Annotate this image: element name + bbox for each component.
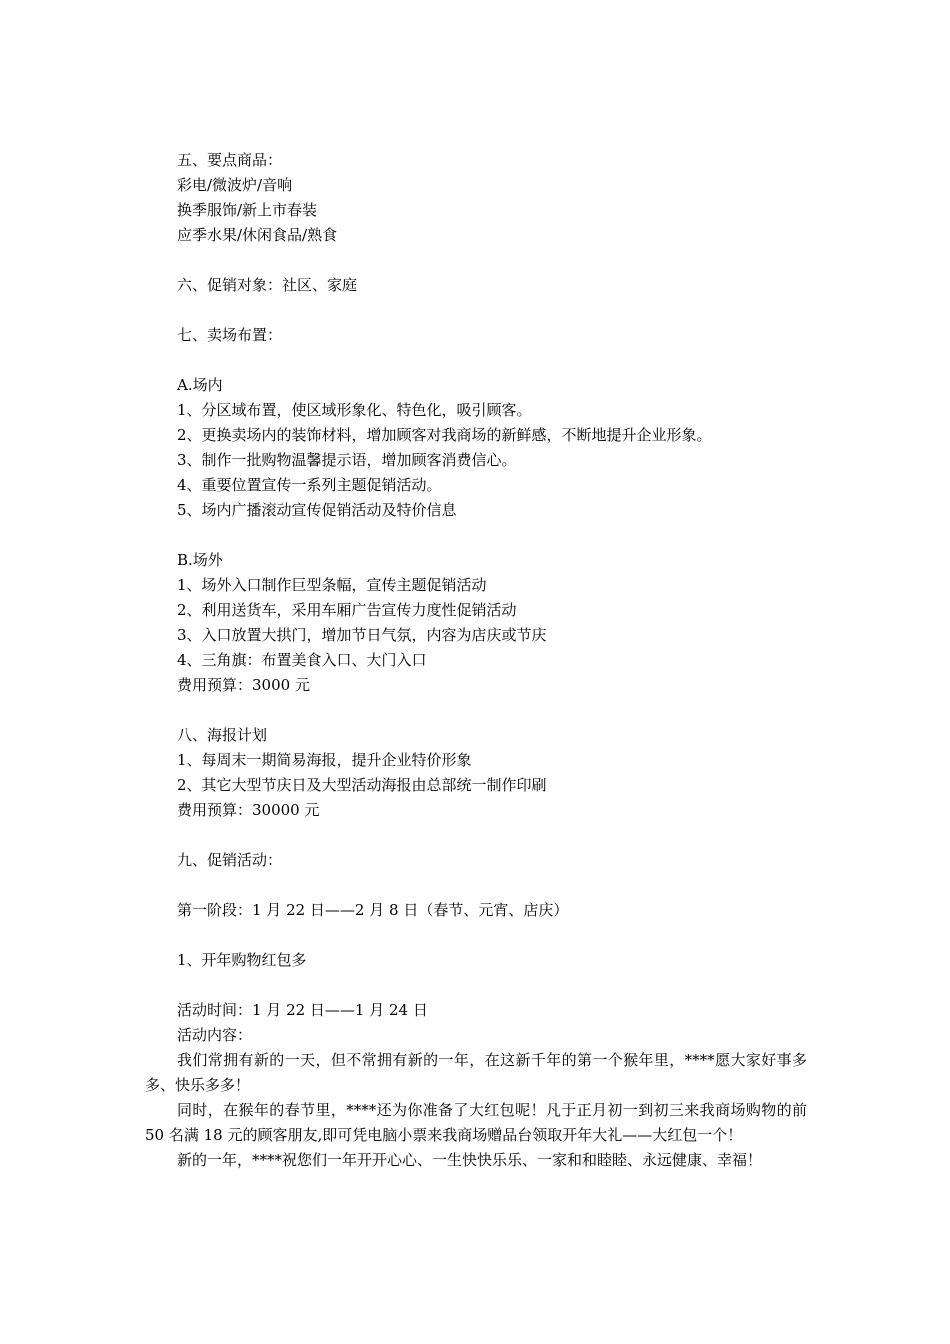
- blank-line: [145, 523, 807, 548]
- list-item: 1、每周末一期简易海报，提升企业特价形象: [177, 751, 472, 769]
- list-item: 4、三角旗：布置美食入口、大门入口: [177, 651, 427, 669]
- paragraph: 新的一年，****祝您们一年开开心心、一生快快乐乐、一家和和睦睦、永远健康、幸福！: [177, 1151, 763, 1169]
- list-item: 换季服饰/新上市春装: [177, 201, 318, 219]
- section-9-title: 九、促销活动：: [177, 851, 283, 869]
- list-item: 应季水果/休闲食品/熟食: [177, 226, 338, 244]
- blank-line: [145, 873, 807, 898]
- list-item: 1、场外入口制作巨型条幅，宣传主题促销活动: [177, 576, 487, 594]
- document-body: [145, 148, 807, 1173]
- blank-line: [145, 698, 807, 723]
- activity-1-title: 1、开年购物红包多: [177, 951, 307, 969]
- budget-line: 费用预算：30000 元: [177, 801, 320, 819]
- list-item: 2、其它大型节庆日及大型活动海报由总部统一制作印刷: [177, 776, 547, 794]
- paragraph: 同时，在猴年的春节里，****还为你准备了大红包呢！凡于正月初一到初三来我商场购物的前 50 名满 18 元的顾客朋友,即可凭电脑小票来我商场赠品台领取开年大礼——大红包一个！: [145, 1101, 807, 1144]
- list-item: 彩电/微波炉/音响: [177, 176, 293, 194]
- section-7-title: 七、卖场布置：: [177, 326, 283, 344]
- subsection-a-title: A.场内: [177, 376, 223, 394]
- phase-1-title: 第一阶段：1 月 22 日——2 月 8 日（春节、元宵、店庆）: [177, 901, 569, 919]
- list-item: 4、重要位置宣传一系列主题促销活动。: [177, 476, 442, 494]
- blank-line: [145, 348, 807, 373]
- blank-line: [145, 298, 807, 323]
- subsection-b-title: B.场外: [177, 551, 223, 569]
- list-item: 1、分区域布置，使区域形象化、特色化，吸引顾客。: [177, 401, 532, 419]
- blank-line: [145, 823, 807, 848]
- budget-line: 费用预算：3000 元: [177, 676, 310, 694]
- blank-line: [145, 923, 807, 948]
- paragraph: 我们常拥有新的一天，但不常拥有新的一年，在这新千年的第一个猴年里，****愿大家好事多多、快乐多多！: [145, 1051, 807, 1094]
- list-item: 2、更换卖场内的装饰材料，增加顾客对我商场的新鲜感，不断地提升企业形象。: [177, 426, 712, 444]
- list-item: 2、利用送货车，采用车厢广告宣传力度性促销活动: [177, 601, 517, 619]
- list-item: 5、场内广播滚动宣传促销活动及特价信息: [177, 501, 457, 519]
- activity-content-label: 活动内容：: [177, 1026, 253, 1044]
- section-8-title: 八、海报计划: [177, 726, 268, 744]
- activity-time: 活动时间：1 月 22 日——1 月 24 日: [177, 1001, 428, 1019]
- blank-line: [145, 248, 807, 273]
- list-item: 3、制作一批购物温馨提示语，增加顾客消费信心。: [177, 451, 517, 469]
- section-5-title: 五、要点商品：: [177, 151, 283, 169]
- blank-line: [145, 973, 807, 998]
- section-6-title: 六、促销对象：社区、家庭: [177, 276, 358, 294]
- list-item: 3、入口放置大拱门，增加节日气氛，内容为店庆或节庆: [177, 626, 547, 644]
